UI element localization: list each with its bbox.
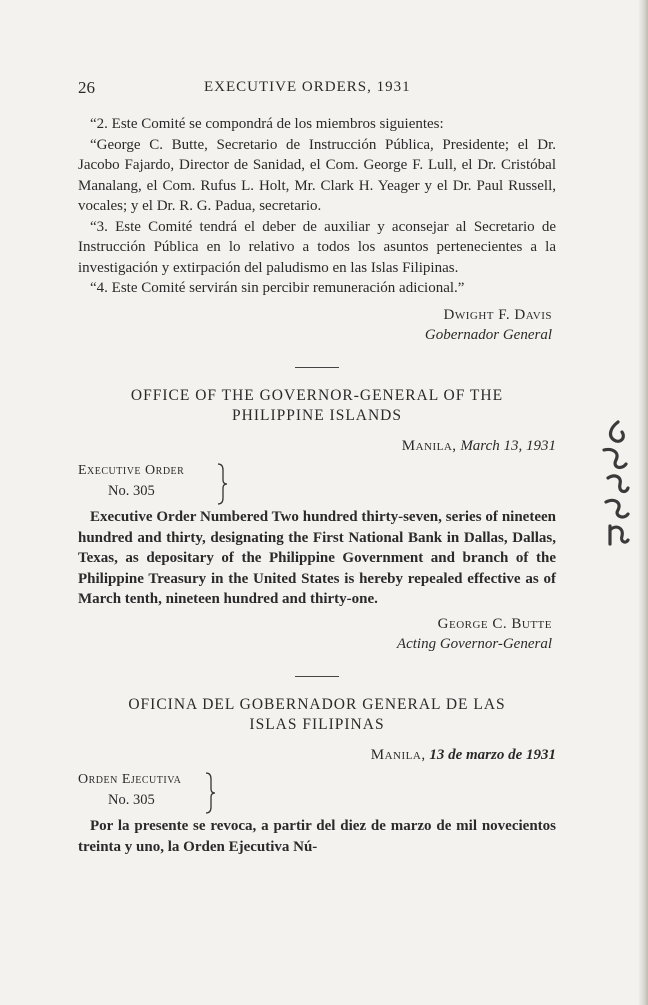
brace-icon <box>216 461 230 507</box>
continued-order-text <box>78 114 556 345</box>
signature-title: Gobernador General <box>424 326 552 343</box>
signature-block <box>78 305 556 345</box>
signature-block <box>78 614 556 654</box>
brace-icon <box>204 770 218 816</box>
office-heading-line2: ISLAS FILIPINAS <box>249 716 385 733</box>
page-number: 26 <box>78 78 95 97</box>
order-label: Executive Order <box>78 463 185 478</box>
order-label: Orden Ejecutiva <box>78 772 182 787</box>
paragraph-3: “3. Este Comité tendrá el deber de auxiliar y aconsejar al Secretario de Instrucción Pública en lo relativo a todos los asuntos pertenecientes a la investigación y extirpación del paludismo en las Islas Filipinas. <box>78 218 556 276</box>
office-heading <box>78 695 556 735</box>
order-number-block <box>78 461 556 507</box>
dateline-date: March 13, 1931 <box>460 438 556 454</box>
signature-name: Dwight F. Davis <box>443 306 552 323</box>
dateline-place: Manila, <box>401 438 457 454</box>
document-page <box>78 78 556 857</box>
order-body: Executive Order Numbered Two hundred thirty-seven, series of nineteen hundred and thirty, designating the First National Bank in Dallas, Dallas, Texas, as depositary of the Philippine Government and branch of the Philippine Treasury in the United States is hereby repealed effective as of March tenth, nineteen hundred and thirty-one. <box>78 509 556 607</box>
office-heading-line1: OFFICE OF THE GOVERNOR-GENERAL OF THE <box>130 387 504 404</box>
paragraph-2: “2. Este Comité se compondrá de los miembros siguientes: <box>90 116 444 132</box>
signature-name: George C. Butte <box>437 615 552 632</box>
paragraph-members: “George C. Butte, Secretario de Instrucción Pública, Presidente; el Dr. Jacobo Fajardo, Director de Sanidad, el Com. George F. Lull, el Dr. Cristóbal Manalang, el Com. Rufus L. Holt, Mr. Clark H. Yeager y el Dr. Paul Russell, vocales; y el Dr. R. G. Padua, secretario. <box>78 136 556 214</box>
section-divider <box>295 367 339 369</box>
english-order-section <box>78 386 556 654</box>
running-header <box>78 78 556 102</box>
page-edge-shadow <box>638 0 648 1005</box>
office-heading <box>78 386 556 426</box>
handwritten-margin-note-icon <box>596 418 636 550</box>
order-number-block <box>78 770 556 816</box>
paragraph-4: “4. Este Comité servirán sin percibir remuneración adicional.” <box>90 280 465 296</box>
office-heading-line2: PHILIPPINE ISLANDS <box>232 407 402 424</box>
order-number: No. 305 <box>108 792 155 808</box>
section-divider <box>295 676 339 678</box>
signature-title: Acting Governor-General <box>396 635 552 652</box>
running-title: EXECUTIVE ORDERS, 1931 <box>204 79 411 95</box>
order-number: No. 305 <box>108 483 155 499</box>
order-body: Por la presente se revoca, a partir del diez de marzo de mil novecientos treinta y uno, la Orden Ejecutiva Nú- <box>78 818 556 855</box>
dateline <box>78 438 556 455</box>
spanish-order-section <box>78 695 556 857</box>
dateline-date: 13 de marzo de 1931 <box>429 747 556 763</box>
office-heading-line1: OFICINA DEL GOBERNADOR GENERAL DE LAS <box>128 696 506 713</box>
dateline-place: Manila, <box>370 747 426 763</box>
dateline <box>78 747 556 764</box>
